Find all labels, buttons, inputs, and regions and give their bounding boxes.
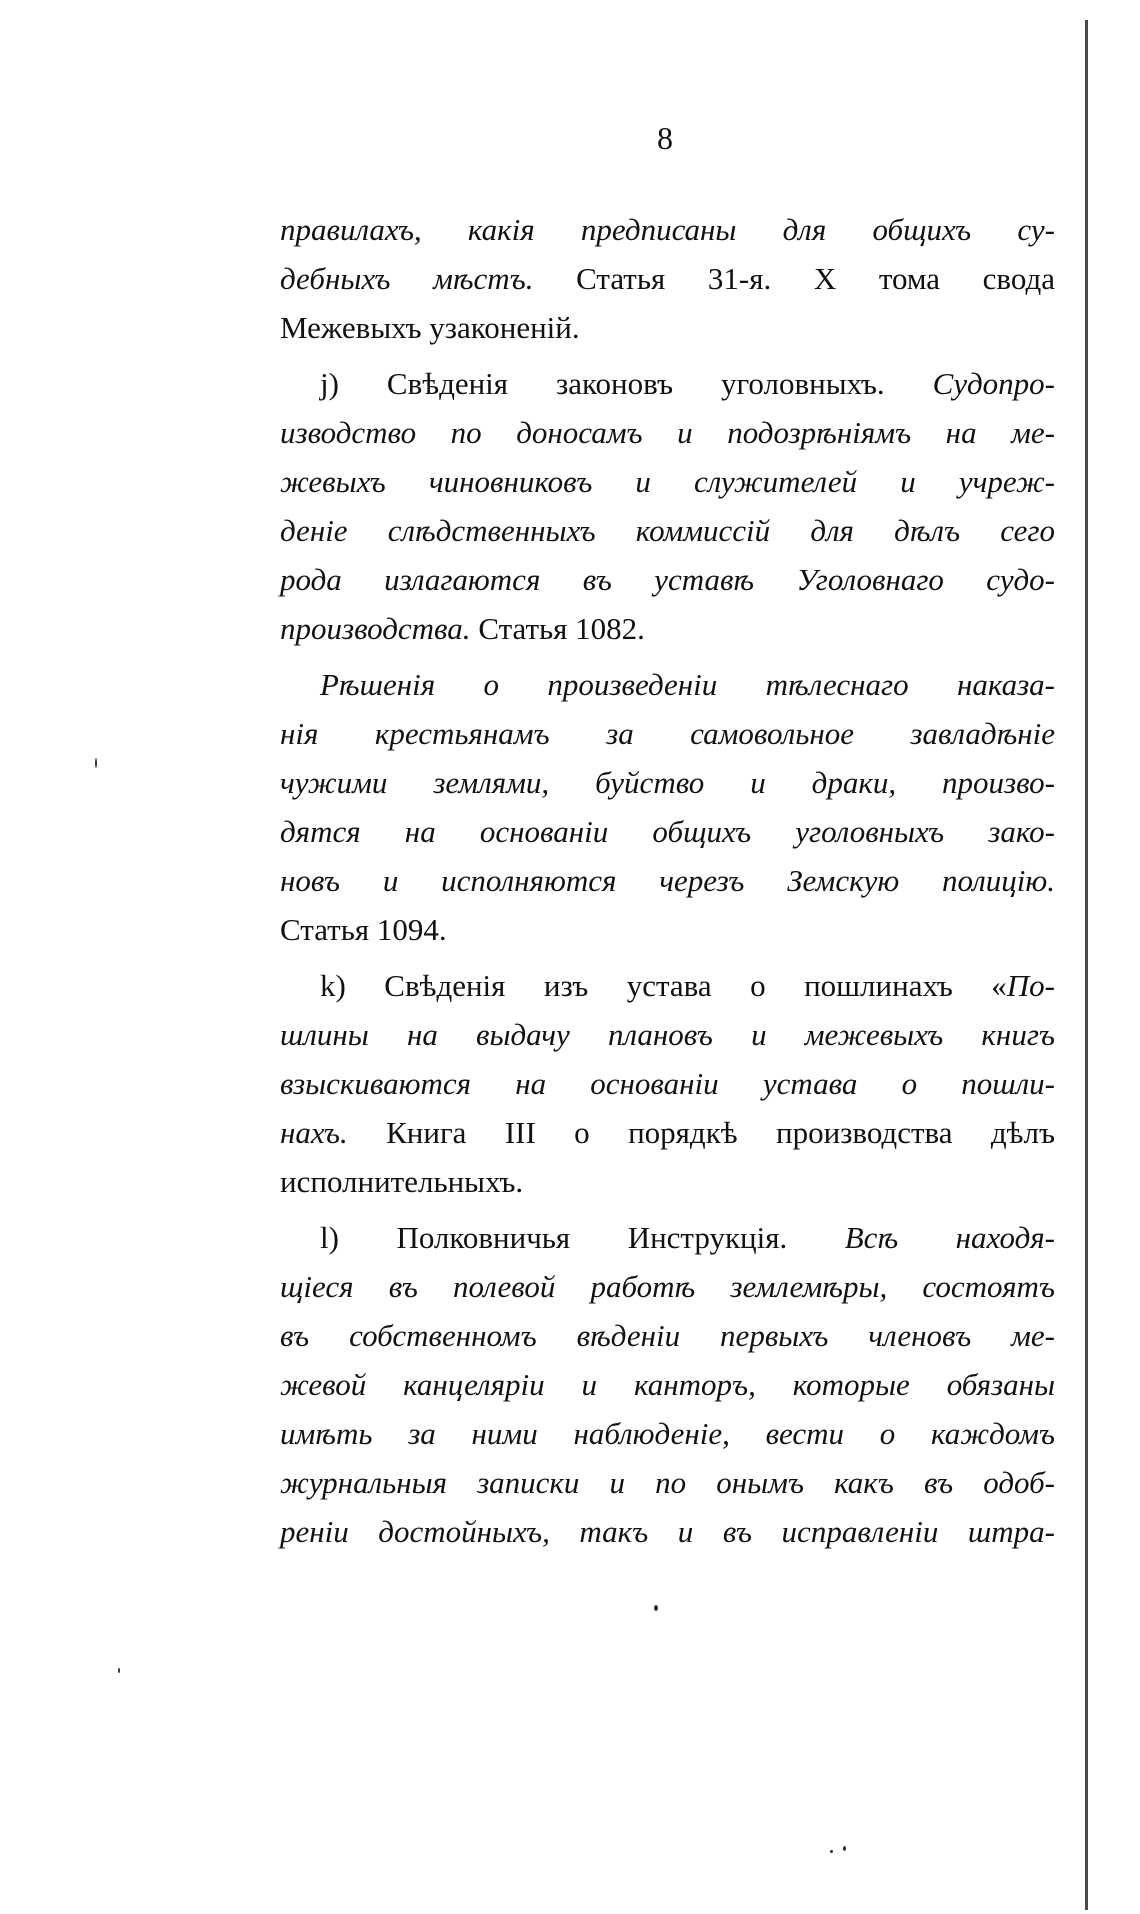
italic-text: нія крестьянамъ за самовольное завладѣніе <box>280 716 1055 751</box>
italic-text: Рѣшенія о произведеніи тѣлеснаго наказа- <box>320 667 1055 702</box>
italic-text: шлины на выдачу плановъ и межевыхъ книгъ <box>280 1017 1055 1052</box>
italic-text: реніи достойныхъ, такъ и въ исправленіи штра- <box>280 1514 1055 1549</box>
italic-text: Всѣ находя- <box>844 1220 1056 1255</box>
roman-text: Межевыхъ узаконеній. <box>280 310 580 345</box>
italic-text: правилахъ, какія предписаны для общихъ су- <box>280 212 1055 247</box>
italic-text: нахъ. <box>280 1115 348 1150</box>
roman-text: исполнительныхъ. <box>280 1164 524 1199</box>
text-line <box>280 1262 1055 1311</box>
text-line <box>280 961 1055 1010</box>
roman-text: k) Свѣденія изъ устава о пошлинахъ « <box>320 968 1007 1003</box>
italic-text: взыскиваются на основаніи устава о пошли- <box>280 1066 1055 1101</box>
text-line <box>280 1157 1055 1206</box>
italic-text: чужими землями, буйство и драки, произво- <box>280 765 1055 800</box>
scan-speck <box>118 1668 120 1673</box>
italic-text: дебныхъ мѣстъ. <box>280 261 534 296</box>
text-line <box>280 457 1055 506</box>
body-text <box>280 205 1055 1556</box>
text-line <box>280 807 1055 856</box>
text-line <box>280 205 1055 254</box>
scan-speck <box>95 758 97 768</box>
italic-text: жевой канцеляріи и канторъ, которые обязаны <box>280 1367 1055 1402</box>
roman-text: Книга III о порядкѣ производства дѣлъ <box>347 1115 1055 1150</box>
text-line <box>280 905 1055 954</box>
text-line <box>280 1108 1055 1157</box>
roman-text: Статья 1082. <box>470 611 645 646</box>
text-line <box>280 408 1055 457</box>
italic-text: изводство по доносамъ и подозрѣніямъ на ме- <box>280 415 1055 450</box>
text-line <box>280 660 1055 709</box>
italic-text: Судопро- <box>932 366 1055 401</box>
italic-text: По- <box>1006 968 1055 1003</box>
text-line <box>280 254 1055 303</box>
italic-text: жевыхъ чиновниковъ и служителей и учреж- <box>280 464 1055 499</box>
scan-speck <box>654 1605 658 1611</box>
text-line <box>280 555 1055 604</box>
text-line <box>280 1458 1055 1507</box>
italic-text: деніе слѣдственныхъ коммиссій для дѣлъ сего <box>280 513 1055 548</box>
text-line <box>280 1059 1055 1108</box>
page-edge-line <box>1085 20 1088 1910</box>
text-line <box>280 1507 1055 1556</box>
scan-speck <box>830 1850 833 1853</box>
text-line <box>280 1010 1055 1059</box>
text-line <box>280 604 1055 653</box>
roman-text: Статья 1094. <box>280 912 447 947</box>
roman-text: l) Полковничья Инструкція. <box>320 1220 845 1255</box>
roman-text: Статья 31-я. X тома свода <box>533 261 1055 296</box>
italic-text: дятся на основаніи общихъ уголовныхъ зако- <box>280 814 1055 849</box>
text-line <box>280 709 1055 758</box>
italic-text: щіеся въ полевой работѣ землемѣры, состоятъ <box>280 1269 1055 1304</box>
italic-text: имѣть за ними наблюденіе, вести о каждомъ <box>280 1416 1055 1451</box>
roman-text: j) Свѣденія законовъ уголовныхъ. <box>320 366 933 401</box>
scan-speck <box>843 1846 846 1851</box>
italic-text: новъ и исполняются черезъ Земскую полицію. <box>280 863 1055 898</box>
text-line <box>280 856 1055 905</box>
text-line <box>280 1409 1055 1458</box>
text-line <box>280 506 1055 555</box>
italic-text: въ собственномъ вѣденіи первыхъ членовъ ме- <box>280 1318 1055 1353</box>
text-line <box>280 758 1055 807</box>
italic-text: производства. <box>280 611 471 646</box>
page-number: 8 <box>657 120 673 156</box>
text-line <box>280 1213 1055 1262</box>
italic-text: рода излагаются въ уставѣ Уголовнаго судо- <box>280 562 1055 597</box>
text-line <box>280 359 1055 408</box>
text-line <box>280 1360 1055 1409</box>
text-line <box>280 1311 1055 1360</box>
text-line <box>280 303 1055 352</box>
italic-text: журнальныя записки и по онымъ какъ въ одоб- <box>280 1465 1055 1500</box>
